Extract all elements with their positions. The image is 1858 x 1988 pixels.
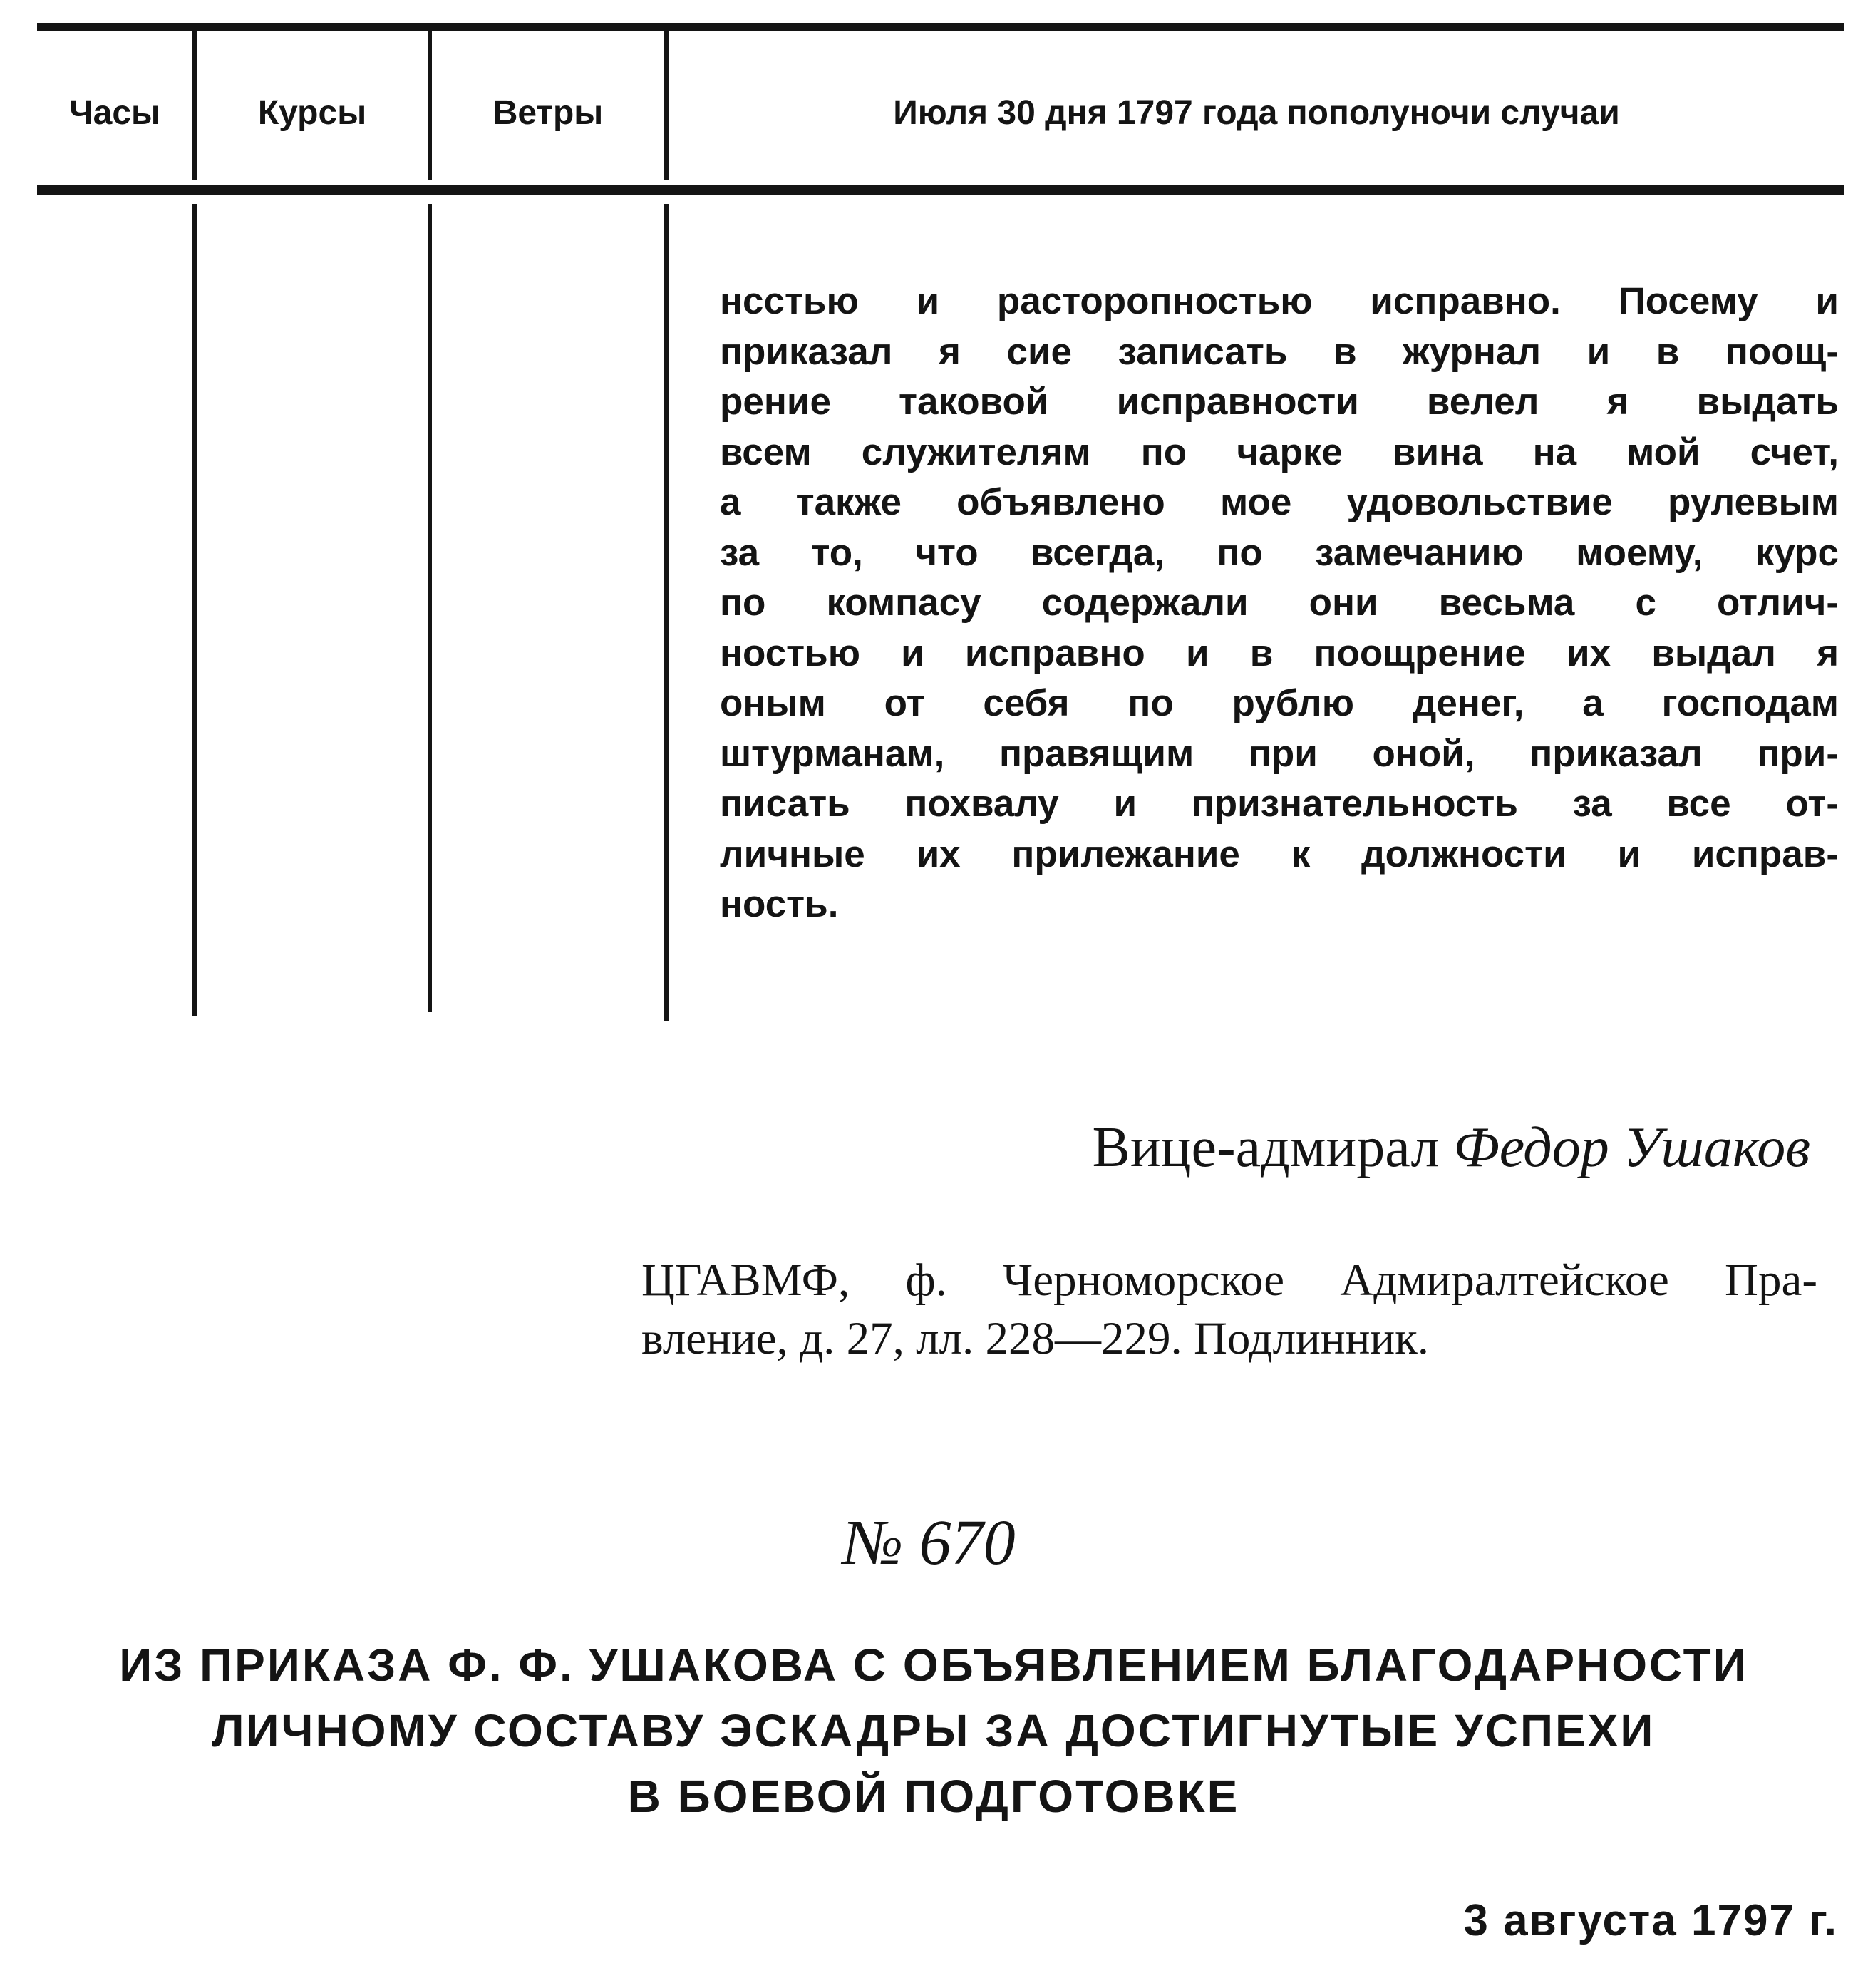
archive-reference [641, 1251, 1817, 1368]
document-number: № 670 [842, 1508, 1016, 1578]
archive-line: вление, д. 27, лл. 228—229. Подлинник. [641, 1313, 1430, 1364]
column-header-events: Июля 30 дня 1797 года пополуночи случаи [893, 93, 1620, 132]
column-divider-hours [192, 204, 197, 1016]
signature-rank: Вице-адмирал [1092, 1116, 1440, 1179]
document-date: 3 августа 1797 г. [1463, 1896, 1838, 1945]
log-line: нсстью и расторопностью исправно. Посему и [720, 280, 1839, 322]
log-line: всем служителям по чарке вина на мой счет, [720, 431, 1839, 473]
column-header-hours: Часы [68, 93, 161, 132]
signature-name: Федор Ушаков [1453, 1116, 1810, 1179]
table-top-rule [37, 23, 1844, 31]
log-line: за то, что всегда, по замечанию моему, курс [720, 531, 1839, 574]
log-line: личные их прилежание к должности и исправ- [720, 833, 1839, 875]
log-line: приказал я сие записать в журнал и в поощ- [720, 330, 1839, 373]
column-divider-courses [428, 204, 432, 1012]
log-line: штурманам, правящим при оной, приказал при- [720, 732, 1839, 775]
log-line: оным от себя по рублю денег, а господам [720, 682, 1839, 724]
column-divider-winds [664, 204, 669, 1021]
log-line: ность. [720, 883, 839, 925]
heading-line: ИЗ ПРИКАЗА Ф. Ф. УШАКОВА С ОБЪЯВЛЕНИЕМ БЛАГОДАРНОСТИ [119, 1639, 1748, 1691]
log-line: по компасу содержали они весьма с отлич- [720, 582, 1839, 624]
column-header-winds: Ветры [492, 93, 604, 132]
heading-line: ЛИЧНОМУ СОСТАВУ ЭСКАДРЫ ЗА ДОСТИГНУТЫЕ УСПЕХИ [212, 1705, 1656, 1756]
log-line: а также объявлено мое удовольствие рулевым [720, 481, 1839, 523]
table-header-rule [37, 185, 1844, 195]
column-header-courses: Курсы [257, 93, 367, 132]
log-line: рение таковой исправности велел я выдать [720, 381, 1839, 423]
signature [927, 1112, 1810, 1183]
log-entry-text [720, 277, 1839, 930]
heading-line: В БОЕВОЙ ПОДГОТОВКЕ [627, 1771, 1240, 1822]
document-heading [29, 1632, 1839, 1829]
log-line: писать похвалу и признательность за все от- [720, 783, 1839, 825]
archive-line: ЦГАВМФ, ф. Черноморское Адмиралтейское Пра- [641, 1255, 1817, 1306]
log-line: ностью и исправно и в поощрение их выдал я [720, 632, 1839, 674]
